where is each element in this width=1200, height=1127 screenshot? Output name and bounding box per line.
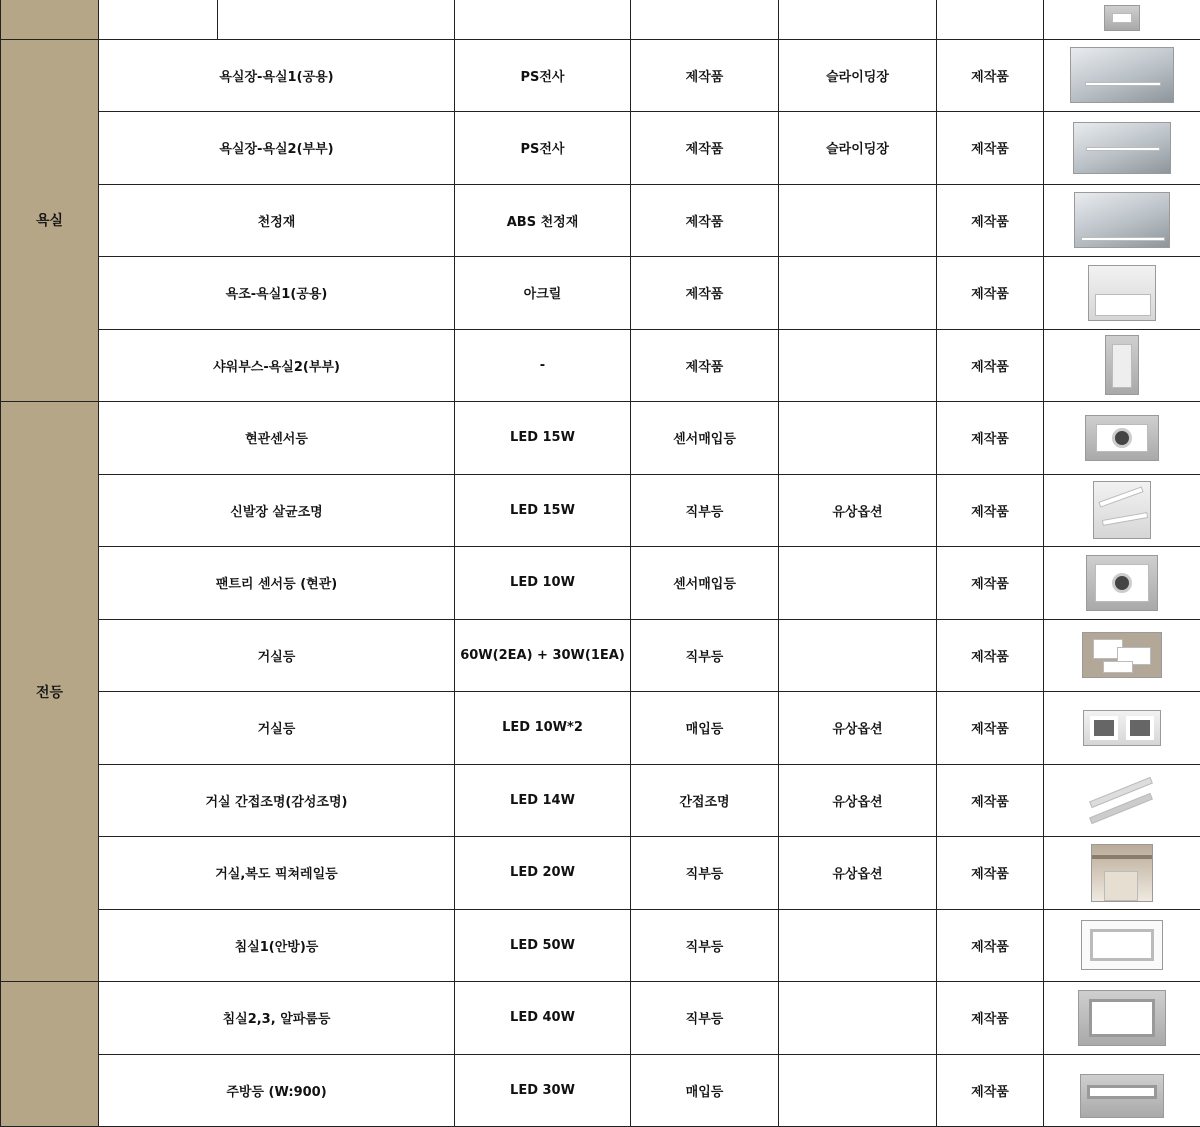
type-cell: 제작품	[631, 257, 779, 330]
supply-cell: 제작품	[937, 764, 1044, 837]
supply-cell: 제작품	[937, 982, 1044, 1055]
type-cell: 제작품	[631, 329, 779, 402]
spec-cell: ABS 천정재	[455, 184, 631, 257]
supply-cell: 제작품	[937, 909, 1044, 982]
bathtub-photo	[1088, 265, 1156, 321]
table-row	[1, 184, 1200, 257]
spec-cell: LED 10W	[455, 547, 631, 620]
spec-cell: PS전사	[455, 112, 631, 185]
item-cell: 거실 간접조명(감성조명)	[99, 764, 455, 837]
spec-cell: LED 20W	[455, 837, 631, 910]
image-cell	[1044, 402, 1200, 475]
supply-cell: 제작품	[937, 619, 1044, 692]
image-cell	[1044, 184, 1200, 257]
sub-item-cell	[99, 0, 218, 39]
image-cell	[1044, 619, 1200, 692]
option-cell	[779, 982, 937, 1055]
item-cell	[218, 0, 455, 39]
supply-cell: 제작품	[937, 184, 1044, 257]
spec-cell: LED 10W*2	[455, 692, 631, 765]
table-row	[1, 402, 1200, 475]
option-cell	[779, 184, 937, 257]
table-row	[1, 39, 1200, 112]
type-cell: 직부등	[631, 837, 779, 910]
image-cell	[1044, 0, 1200, 39]
item-cell: 침실2,3, 알파룸등	[99, 982, 455, 1055]
image-cell	[1044, 764, 1200, 837]
bathroom-cabinet-photo	[1073, 122, 1171, 174]
supply-cell: 제작품	[937, 837, 1044, 910]
table-row	[1, 692, 1200, 765]
type-cell: 센서매입등	[631, 402, 779, 475]
option-cell: 유상옵션	[779, 764, 937, 837]
option-cell	[779, 619, 937, 692]
table-row	[1, 257, 1200, 330]
category-cell	[1, 0, 99, 39]
sterilizing-light-photo	[1093, 481, 1151, 539]
spec-cell: LED 30W	[455, 1054, 631, 1127]
table-row	[1, 619, 1200, 692]
spec-cell	[455, 0, 631, 39]
table-row	[1, 474, 1200, 547]
type-cell: 직부등	[631, 982, 779, 1055]
supply-cell: 제작품	[937, 257, 1044, 330]
image-cell	[1044, 909, 1200, 982]
supply-cell: 제작품	[937, 329, 1044, 402]
type-cell: 직부등	[631, 474, 779, 547]
category-cell: 전등	[1, 402, 99, 982]
spec-cell: PS전사	[455, 39, 631, 112]
item-cell: 신발장 살균조명	[99, 474, 455, 547]
image-cell	[1044, 837, 1200, 910]
bathroom-cabinet-photo	[1070, 47, 1174, 103]
supply-cell: 제작품	[937, 474, 1044, 547]
option-cell: 유상옵션	[779, 692, 937, 765]
option-cell: 유상옵션	[779, 837, 937, 910]
type-cell: 제작품	[631, 184, 779, 257]
option-cell	[779, 402, 937, 475]
image-cell	[1044, 112, 1200, 185]
supply-cell	[937, 0, 1044, 39]
sensor-light-photo	[1086, 555, 1158, 611]
table-row	[1, 909, 1200, 982]
image-cell	[1044, 1054, 1200, 1127]
item-cell: 욕실장-욕실1(공용)	[99, 39, 455, 112]
panel-light-photo	[1081, 920, 1163, 970]
item-cell: 거실등	[99, 619, 455, 692]
image-cell	[1044, 39, 1200, 112]
type-cell: 매입등	[631, 1054, 779, 1127]
item-cell: 거실등	[99, 692, 455, 765]
type-cell: 매입등	[631, 692, 779, 765]
option-cell	[779, 909, 937, 982]
image-cell	[1044, 692, 1200, 765]
image-cell	[1044, 257, 1200, 330]
item-cell: 주방등 (W:900)	[99, 1054, 455, 1127]
small-fixture-thumbnail	[1104, 5, 1140, 31]
supply-cell: 제작품	[937, 402, 1044, 475]
downlight-photo	[1083, 710, 1161, 746]
supply-cell: 제작품	[937, 112, 1044, 185]
picture-rail-light-photo	[1091, 844, 1153, 902]
spec-cell: LED 50W	[455, 909, 631, 982]
panel-light-photo	[1078, 990, 1166, 1046]
item-cell: 현관센서등	[99, 402, 455, 475]
option-cell	[779, 0, 937, 39]
item-cell: 욕실장-욕실2(부부)	[99, 112, 455, 185]
image-cell	[1044, 547, 1200, 620]
ceiling-light-photo	[1082, 632, 1162, 678]
spec-cell: LED 15W	[455, 402, 631, 475]
spec-cell: LED 40W	[455, 982, 631, 1055]
type-cell: 제작품	[631, 39, 779, 112]
type-cell: 제작품	[631, 112, 779, 185]
category-cell: 욕실	[1, 39, 99, 402]
spec-cell: 아크릴	[455, 257, 631, 330]
supply-cell: 제작품	[937, 1054, 1044, 1127]
type-cell: 간접조명	[631, 764, 779, 837]
image-cell	[1044, 474, 1200, 547]
table-row	[1, 837, 1200, 910]
kitchen-light-photo	[1080, 1074, 1164, 1118]
type-cell: 센서매입등	[631, 547, 779, 620]
option-cell: 슬라이딩장	[779, 39, 937, 112]
table-row	[1, 764, 1200, 837]
item-cell: 팬트리 센서등 (현관)	[99, 547, 455, 620]
table-row	[1, 982, 1200, 1055]
spec-cell: LED 15W	[455, 474, 631, 547]
table-row	[1, 1054, 1200, 1127]
option-cell	[779, 329, 937, 402]
supply-cell: 제작품	[937, 547, 1044, 620]
type-cell: 직부등	[631, 909, 779, 982]
option-cell	[779, 257, 937, 330]
table-row	[1, 329, 1200, 402]
table-row	[1, 0, 1200, 39]
spec-cell: 60W(2EA) + 30W(1EA)	[455, 619, 631, 692]
spec-cell: -	[455, 329, 631, 402]
spec-cell: LED 14W	[455, 764, 631, 837]
shower-booth-photo	[1105, 335, 1139, 395]
item-cell: 침실1(안방)등	[99, 909, 455, 982]
table-row	[1, 547, 1200, 620]
category-cell	[1, 982, 99, 1127]
option-cell	[779, 1054, 937, 1127]
table-row	[1, 112, 1200, 185]
item-cell: 샤워부스-욕실2(부부)	[99, 329, 455, 402]
indirect-light-photo	[1086, 775, 1158, 825]
item-cell: 천정재	[99, 184, 455, 257]
option-cell	[779, 547, 937, 620]
image-cell	[1044, 329, 1200, 402]
item-cell: 욕조-욕실1(공용)	[99, 257, 455, 330]
option-cell: 슬라이딩장	[779, 112, 937, 185]
type-cell	[631, 0, 779, 39]
supply-cell: 제작품	[937, 692, 1044, 765]
supply-cell: 제작품	[937, 39, 1044, 112]
item-cell: 거실,복도 픽쳐레일등	[99, 837, 455, 910]
sensor-light-photo	[1085, 415, 1159, 461]
image-cell	[1044, 982, 1200, 1055]
ceiling-panel-photo	[1074, 192, 1170, 248]
type-cell: 직부등	[631, 619, 779, 692]
option-cell: 유상옵션	[779, 474, 937, 547]
